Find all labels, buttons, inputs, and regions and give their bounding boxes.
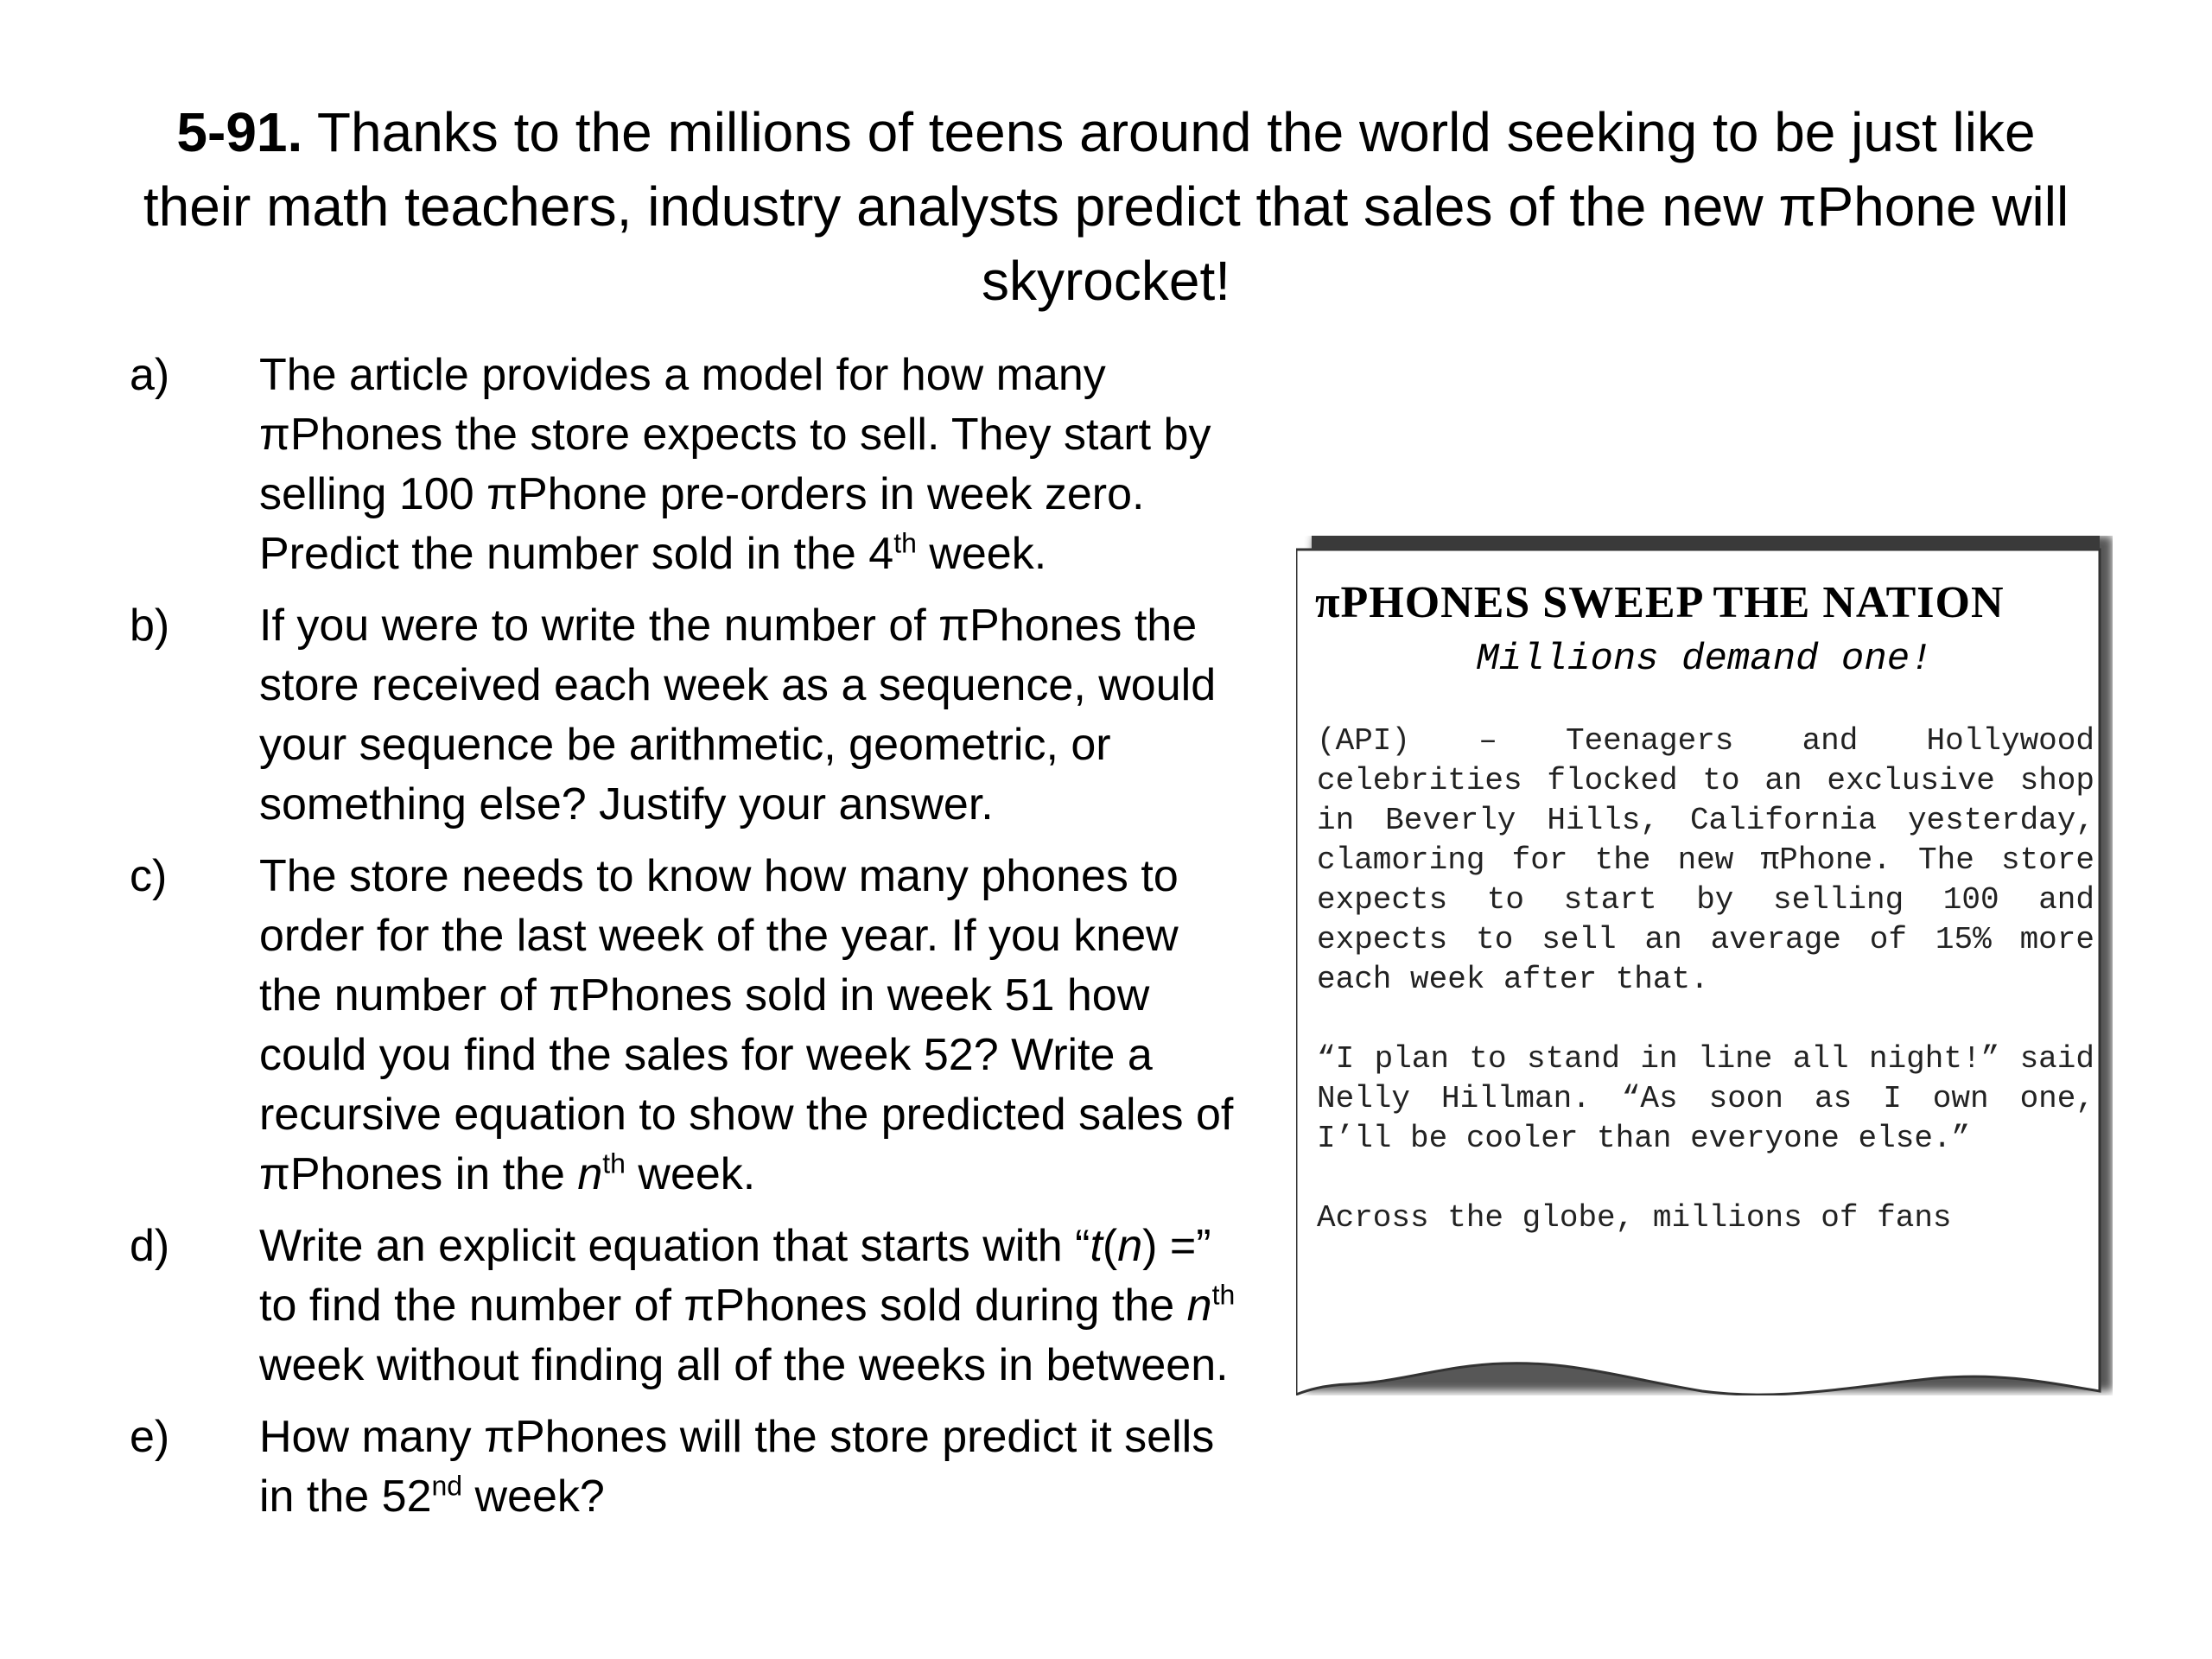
question-e [130, 1408, 1253, 1527]
question-text: If you were to write the number of πPhones the store received each week as a sequence, would your sequence be arithmetic, geometric, or something else? Justify your answer. [259, 601, 1217, 830]
question-text: The article provides a model for how many πPhones the store expects to sell. They start by selling 100 πPhone pre-orders in week zero. Predict the number sold in the 4th week. [259, 350, 1211, 579]
question-letter: b) [130, 601, 170, 651]
article-body [1317, 721, 2094, 1278]
question-b [130, 596, 1253, 835]
question-text: How many πPhones will the store predict it sells in the 52nd week? [259, 1412, 1215, 1522]
question-letter: d) [130, 1221, 170, 1271]
question-d [130, 1217, 1253, 1395]
article-headline: πPHONES SWEEP THE NATION [1315, 578, 2005, 627]
question-letter: e) [130, 1412, 170, 1462]
article-subhead: Millions demand one! [1476, 638, 1933, 681]
question-list [130, 346, 1253, 1539]
article-paragraph: Across the globe, millions of fans [1317, 1200, 1952, 1236]
question-text: Write an explicit equation that starts with “t(n) =” to find the number of πPhones sold during the $n^{th}$ week without finding all of the weeks in between. [259, 1221, 1236, 1390]
article-paragraph: “I plan to stand in line all night!” said Nelly Hillman. “As soon as I own one, I’ll be cooler than everyone else.” [1317, 1041, 2094, 1156]
question-letter: a) [130, 350, 170, 400]
question-text: The store needs to know how many phones to order for the last week of the year. If you knew the number of πPhones sold in week 51 how could you find the sales for week 52? Write a recursive equation to show the predicted sales of πPhones in the $n^{th}$ week. [259, 851, 1234, 1199]
problem-number: 5-91. [176, 101, 303, 163]
problem-statement [130, 95, 2082, 318]
question-letter: c) [130, 851, 168, 901]
article-paragraph: (API) – Teenagers and Hollywood celebrities flocked to an exclusive shop in Beverly Hills, California yesterday, clamoring for the new πPhone. The store expects to start by selling 100 and expects to sell an average of 15% more each week after that. [1317, 723, 2094, 997]
newspaper-clipping [1296, 536, 2113, 1395]
question-a [130, 346, 1253, 584]
problem-intro: Thanks to the millions of teens around the world seeking to be just like their math teachers, industry analysts predict that sales of the new πPhone will skyrocket! [143, 101, 2069, 312]
question-c [130, 847, 1253, 1205]
